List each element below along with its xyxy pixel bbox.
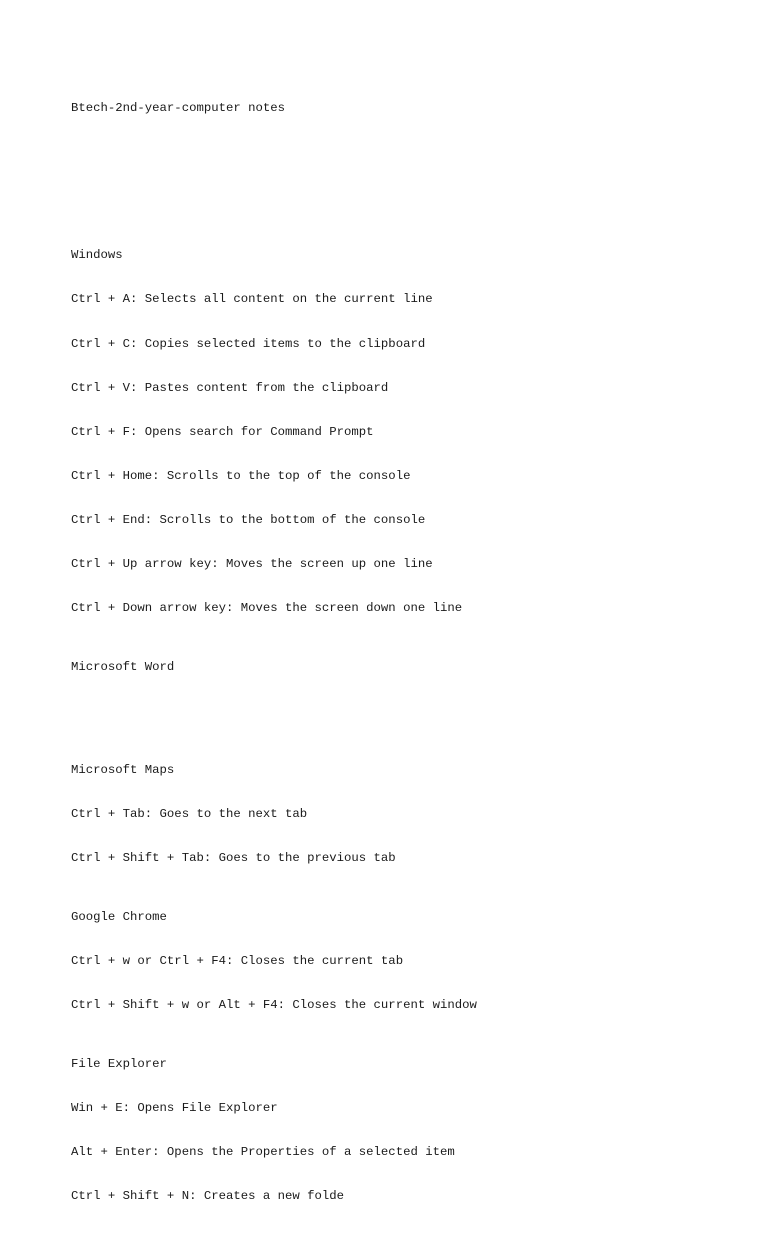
section-heading-file-explorer: File Explorer xyxy=(71,1056,167,1071)
shortcut-line: Ctrl + Shift + Tab: Goes to the previous tab xyxy=(71,851,396,866)
section-heading-google-chrome: Google Chrome xyxy=(71,909,167,924)
shortcut-line: Alt + Enter: Opens the Properties of a selected item xyxy=(71,1144,455,1159)
shortcut-line: Ctrl + A: Selects all content on the current line xyxy=(71,292,433,307)
shortcut-line: Win + E: Opens File Explorer xyxy=(71,1100,278,1115)
shortcut-line: Ctrl + V: Pastes content from the clipboard xyxy=(71,380,389,395)
section-heading-microsoft-maps: Microsoft Maps xyxy=(71,762,175,777)
shortcut-line: Ctrl + Shift + w or Alt + F4: Closes the current window xyxy=(71,998,477,1012)
shortcut-line: Ctrl + Tab: Goes to the next tab xyxy=(71,806,308,821)
document-title: Btech-2nd-year-computer notes xyxy=(71,101,286,116)
notes-text-block xyxy=(71,72,751,1233)
shortcut-line: Ctrl + Down arrow key: Moves the screen down one line xyxy=(71,601,463,616)
shortcut-line: Ctrl + F: Opens search for Command Prompt xyxy=(71,424,374,439)
shortcut-line: Ctrl + C: Copies selected items to the clipboard xyxy=(71,336,426,351)
section-heading-windows: Windows xyxy=(71,248,123,263)
section-heading-microsoft-word: Microsoft Word xyxy=(71,659,175,674)
blank-line xyxy=(71,146,751,161)
shortcut-line: Ctrl + Up arrow key: Moves the screen up one line xyxy=(71,557,433,572)
shortcut-line: Ctrl + w or Ctrl + F4: Closes the current tab xyxy=(71,953,404,968)
shortcut-line: Ctrl + Shift + N: Creates a new folde xyxy=(71,1189,345,1204)
blank-line xyxy=(71,190,751,205)
shortcut-line: Ctrl + Home: Scrolls to the top of the console xyxy=(71,468,411,483)
shortcut-line: Ctrl + End: Scrolls to the bottom of the console xyxy=(71,512,426,527)
blank-line xyxy=(71,704,751,719)
